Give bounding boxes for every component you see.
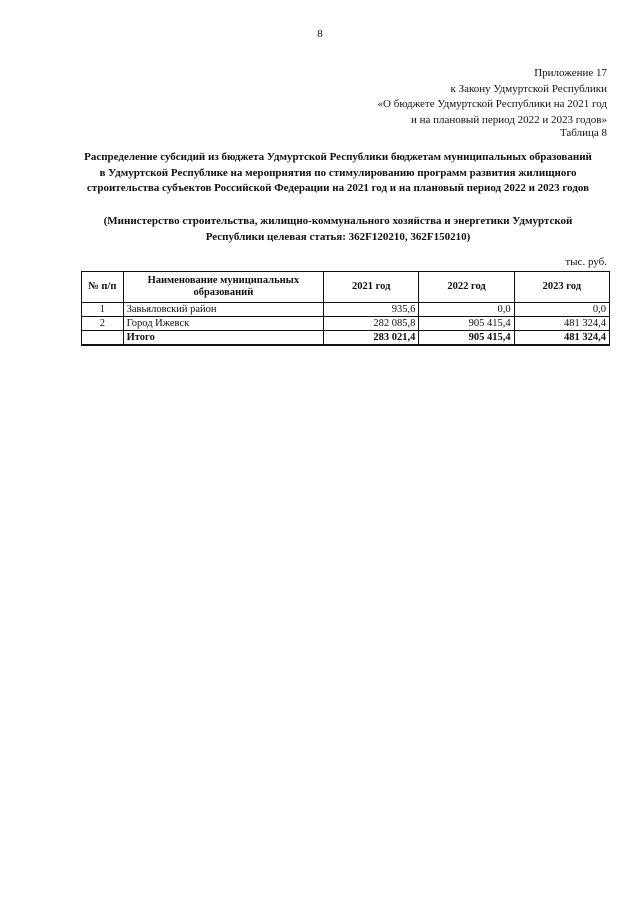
table-total-row [82, 331, 610, 346]
page-number: 8 [317, 28, 323, 40]
header-name: Наименование муниципальных образований [123, 272, 323, 303]
appendix-header [378, 66, 607, 128]
row-2022: 905 415,4 [419, 317, 514, 331]
ministry-line-1: (Министерство строительства, жилищно-коммунального хозяйства и энергетики Удмуртской [103, 215, 573, 227]
row-2021: 935,6 [324, 303, 419, 317]
appendix-line-2: к Закону Удмуртской Республики [450, 82, 607, 95]
header-2022: 2022 год [419, 272, 514, 303]
appendix-line-3: «О бюджете Удмуртской Республики на 2021 год [377, 98, 607, 110]
ministry-line-2: Республики целевая статья: 362F120210, 362F150210) [205, 230, 471, 243]
row-2021: 282 085,8 [324, 317, 419, 331]
row-2022: 0,0 [419, 303, 514, 317]
row-name: Город Ижевск [123, 317, 323, 331]
subsidies-table [81, 271, 610, 346]
title-line-3: строительства субъектов Российской Федерации на 2021 год и на плановый период 2022 и 2023 годов [86, 182, 590, 194]
document-title [60, 150, 616, 197]
header-2021: 2021 год [324, 272, 419, 303]
total-label: Итого [123, 331, 323, 346]
total-2021: 283 021,4 [324, 331, 419, 346]
row-num: 1 [82, 303, 124, 317]
row-num: 2 [82, 317, 124, 331]
units-label: тыс. руб. [565, 256, 607, 268]
ministry-note [60, 214, 616, 245]
row-2023: 481 324,4 [514, 317, 609, 331]
title-line-2: в Удмуртской Республике на мероприятия по стимулированию программ развития жилищного [99, 166, 577, 179]
total-2023: 481 324,4 [514, 331, 609, 346]
table-label: Таблица 8 [559, 127, 607, 139]
total-num-cell [82, 331, 124, 346]
header-2023: 2023 год [514, 272, 609, 303]
table-header-row [82, 272, 610, 303]
row-name: Завьяловский район [123, 303, 323, 317]
total-2022: 905 415,4 [419, 331, 514, 346]
appendix-line-4: и на плановый период 2022 и 2023 годов» [410, 113, 607, 126]
title-line-1: Распределение субсидий из бюджета Удмуртской Республики бюджетам муниципальных образований [84, 151, 592, 163]
table-row [82, 303, 610, 317]
appendix-line-1: Приложение 17 [534, 67, 607, 79]
header-num: № п/п [82, 272, 124, 303]
row-2023: 0,0 [514, 303, 609, 317]
table-row [82, 317, 610, 331]
